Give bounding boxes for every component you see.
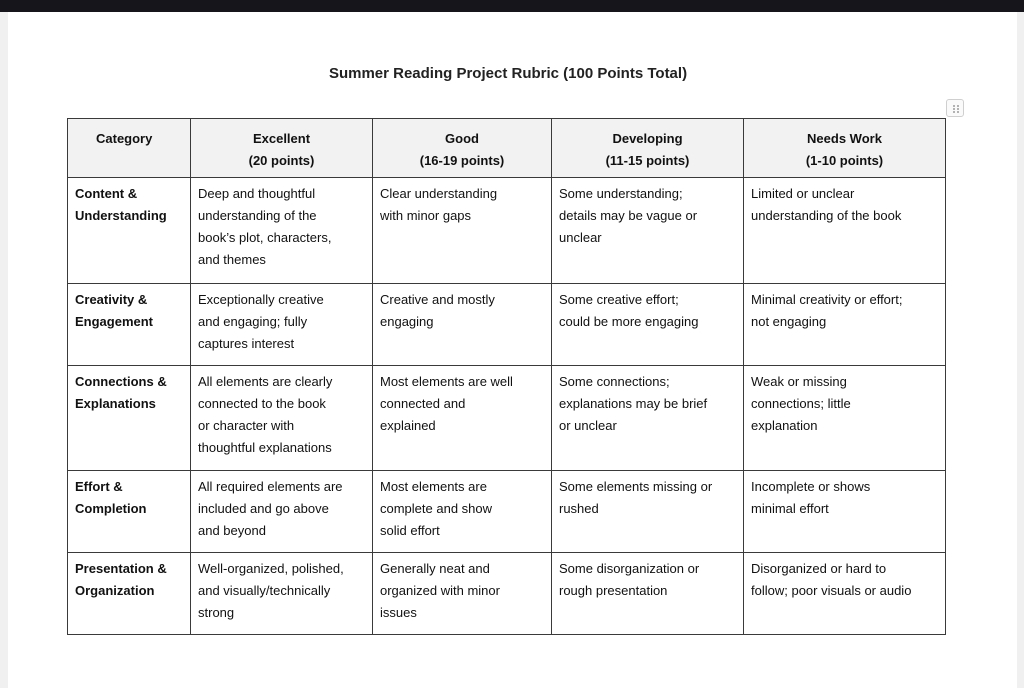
category-label-line: Engagement [75,314,154,329]
category-cell [68,178,191,284]
cell-text-line: Some elements missing or [559,479,713,494]
cell-text-line: included and go above [198,501,329,516]
category-cell [68,284,191,366]
cell-text-line: issues [380,605,417,620]
cell-text-line: Disorganized or hard to [751,561,887,576]
cell-text-line: minimal effort [751,501,829,516]
cell-text-line: solid effort [380,523,440,538]
cell-text-line: thoughtful explanations [198,440,332,455]
needs-work-cell [744,471,946,553]
excellent-cell [191,366,373,471]
cell-text-line: Minimal creativity or effort; [751,292,903,307]
cell-text-line: explained [380,418,436,433]
cell-text-line: Most elements are [380,479,487,494]
cell-text-line: connected to the book [198,396,326,411]
cell-text-line: understanding of the [198,208,317,223]
cell-text-line: Incomplete or shows [751,479,871,494]
cell-text-line: engaging [380,314,434,329]
table-row [68,178,946,284]
header-category: Category [68,119,191,178]
cell-text-line: understanding of the book [751,208,902,223]
developing-cell [552,284,744,366]
needs-work-cell [744,178,946,284]
cell-text-line: rushed [559,501,599,516]
category-label-line: Explanations [75,396,156,411]
category-cell [68,471,191,553]
cell-text-line: and themes [198,252,266,267]
cell-text-line: book’s plot, characters, [198,230,332,245]
cell-text-line: Some connections; [559,374,670,389]
cell-text-line: with minor gaps [380,208,472,223]
category-label-line: Effort & [75,479,123,494]
table-row [68,553,946,635]
developing-cell [552,471,744,553]
header-good: Good (16-19 points) [373,119,552,178]
cell-text-line: captures interest [198,336,295,351]
developing-cell [552,366,744,471]
cell-text-line: explanations may be brief [559,396,708,411]
cell-text-line: unclear [559,230,602,245]
cell-text-line: Creative and mostly [380,292,495,307]
cell-text-line: Well-organized, polished, [198,561,344,576]
header-developing: Developing (11-15 points) [552,119,744,178]
cell-text-line: Generally neat and [380,561,490,576]
table-row [68,284,946,366]
needs-work-cell [744,553,946,635]
cell-text-line: All required elements are [198,479,343,494]
cell-text-line: details may be vague or [559,208,698,223]
cell-text-line: Deep and thoughtful [198,186,316,201]
good-cell [373,366,552,471]
category-label-line: Presentation & [75,561,167,576]
category-cell [68,366,191,471]
cell-text-line: organized with minor [380,583,500,598]
category-label-line: Content & [75,186,138,201]
good-cell [373,178,552,284]
good-cell [373,471,552,553]
cell-text-line: follow; poor visuals or audio [751,583,912,598]
cell-text-line: could be more engaging [559,314,699,329]
cell-text-line: Limited or unclear [751,186,855,201]
cell-text-line: All elements are clearly [198,374,333,389]
cell-text-line: or character with [198,418,295,433]
cell-text-line: strong [198,605,235,620]
cell-text-line: Some understanding; [559,186,683,201]
cell-text-line: and visually/technically [198,583,331,598]
cell-text-line: explanation [751,418,818,433]
cell-text-line: not engaging [751,314,827,329]
table-row [68,471,946,553]
cell-text-line: and engaging; fully [198,314,308,329]
cell-text-line: rough presentation [559,583,668,598]
excellent-cell [191,178,373,284]
category-label-line: Understanding [75,208,167,223]
needs-work-cell [744,366,946,471]
cell-text-line: Clear understanding [380,186,498,201]
excellent-cell [191,284,373,366]
cell-text-line: connected and [380,396,466,411]
category-label-line: Completion [75,501,147,516]
header-needs-work: Needs Work (1-10 points) [744,119,946,178]
category-label-line: Creativity & [75,292,148,307]
cell-text-line: Most elements are well [380,374,513,389]
good-cell [373,553,552,635]
category-cell [68,553,191,635]
developing-cell [552,553,744,635]
cell-text-line: Some disorganization or [559,561,700,576]
cell-text-line: or unclear [559,418,617,433]
cell-text-line: Weak or missing [751,374,847,389]
excellent-cell [191,471,373,553]
developing-cell [552,178,744,284]
window-top-bar [0,0,1024,12]
header-excellent: Excellent (20 points) [191,119,373,178]
cell-text-line: complete and show [380,501,493,516]
excellent-cell [191,553,373,635]
document-title: Summer Reading Project Rubric (100 Points Total) [328,65,688,82]
table-row [68,366,946,471]
table-drag-handle-icon[interactable] [946,99,964,117]
table-header-row [68,119,946,178]
cell-text-line: Exceptionally creative [198,292,324,307]
category-label-line: Organization [75,583,155,598]
rubric-table [67,118,946,635]
category-label-line: Connections & [75,374,167,389]
good-cell [373,284,552,366]
cell-text-line: connections; little [751,396,851,411]
cell-text-line: Some creative effort; [559,292,679,307]
needs-work-cell [744,284,946,366]
cell-text-line: and beyond [198,523,266,538]
